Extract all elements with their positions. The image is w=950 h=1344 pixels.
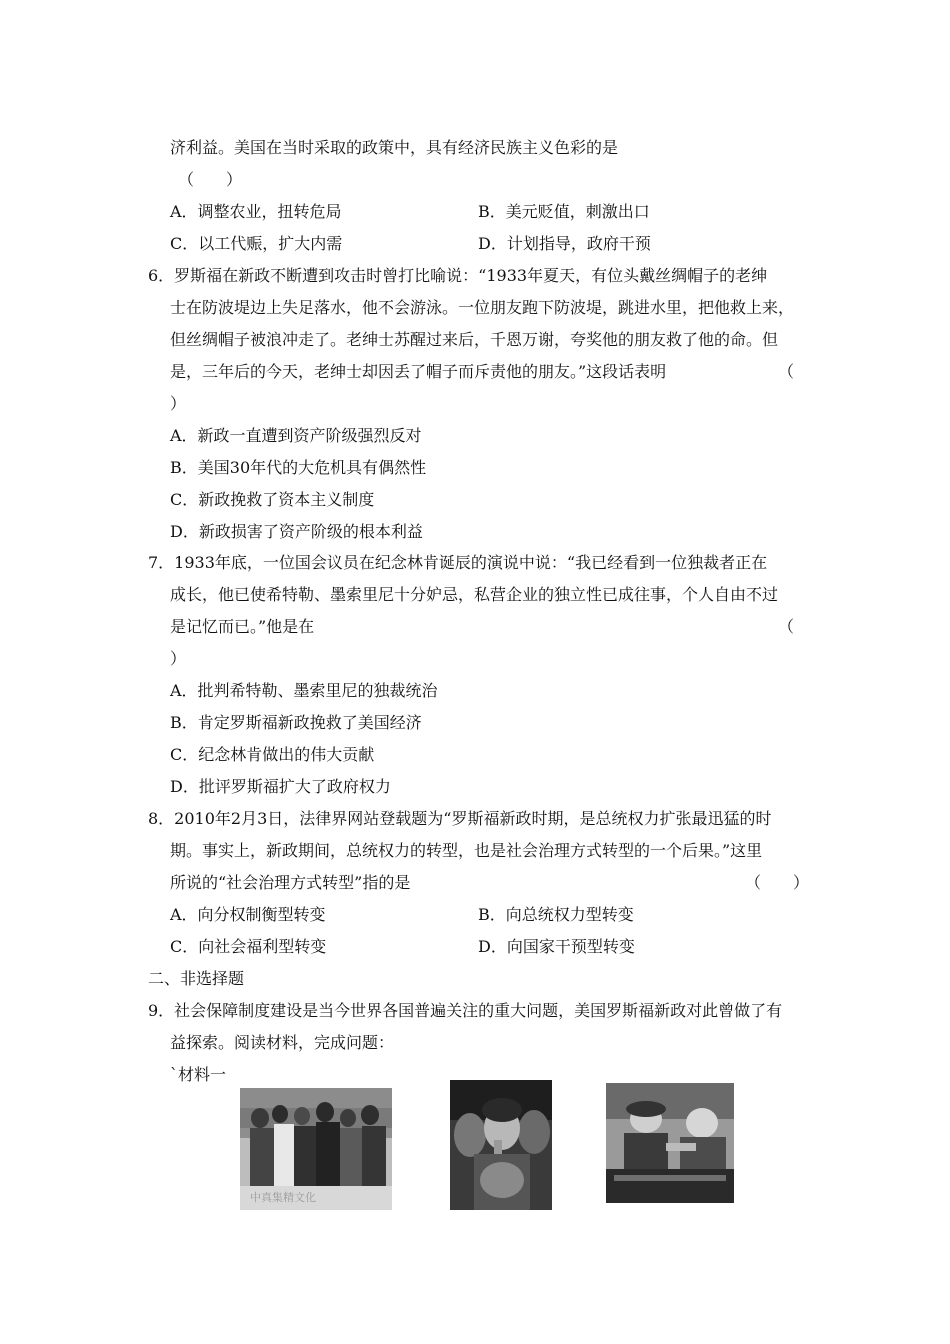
q6-option-a: A．新政一直遭到资产阶级强烈反对: [170, 426, 422, 445]
photo-watermark: 中真集精文化: [250, 1191, 316, 1204]
q6-option-c: C．新政挽救了资本主义制度: [170, 490, 375, 509]
q5-option-a: A．调整农业，扭转危局: [170, 202, 342, 221]
q9-stem-line-1: 9．社会保障制度建设是当今世界各国普遍关注的重大问题，美国罗斯福新政对此曾做了有: [148, 1001, 783, 1020]
q7-bracket-close: ）: [170, 649, 187, 668]
q6-stem-line-3: 但丝绸帽子被浪冲走了。老绅士苏醒过来后，千恩万谢，夸奖他的朋友救了他的命。但: [170, 330, 779, 349]
q6-stem-line-1: 6．罗斯福在新政不断遭到攻击时曾打比喻说：“1933年夏天，有位头戴丝绸帽子的老绅: [148, 266, 768, 285]
q6-bracket-open: （: [778, 362, 795, 381]
q8-option-a: A．向分权制衡型转变: [170, 905, 326, 924]
q5-answer-bracket: （ ）: [178, 170, 243, 189]
material-label: `材料一: [170, 1065, 227, 1084]
photo-portrait-mother: [450, 1080, 552, 1210]
q6-option-b: B．美国30年代的大危机具有偶然性: [170, 458, 427, 477]
q5-option-b: B．美元贬值，刺激出口: [478, 202, 650, 221]
q7-option-b: B．肯定罗斯福新政挽救了美国经济: [170, 713, 422, 732]
q6-bracket-close: ）: [170, 394, 187, 413]
q8-stem-line-3: 所说的“社会治理方式转型”指的是: [170, 873, 411, 892]
q6-option-d: D．新政损害了资产阶级的根本利益: [170, 522, 423, 541]
q7-stem-line-2: 成长，他已使希特勒、墨索里尼十分妒忌，私营企业的独立性已成往事，个人自由不过: [170, 585, 779, 604]
q6-stem-line-4: 是，三年后的今天，老绅士却因丢了帽子而斥责他的朋友。”这段话表明: [170, 362, 667, 381]
photo-crowd-scene: [240, 1088, 392, 1210]
q7-bracket-open: （: [778, 617, 795, 636]
section-heading: 二、非选择题: [148, 969, 245, 988]
q9-stem-line-2: 益探索。阅读材料，完成问题：: [170, 1033, 395, 1052]
q7-stem-line-3: 是记忆而已。”他是在: [170, 617, 315, 636]
q8-stem-line-1: 8．2010年2月3日，法律界网站登载题为“罗斯福新政时期，是总统权力扩张最迅猛的时: [148, 809, 772, 828]
q7-option-d: D．批评罗斯福扩大了政府权力: [170, 777, 391, 796]
q7-option-c: C．纪念林肯做出的伟大贡献: [170, 745, 375, 764]
q8-option-c: C．向社会福利型转变: [170, 937, 327, 956]
q6-stem-line-2: 士在防波堤边上失足落水，他不会游泳。一位朋友跑下防波堤，跳进水里，把他救上来，: [170, 298, 795, 317]
q8-answer-bracket: （ ）: [745, 873, 810, 892]
q7-stem-line-1: 7．1933年底，一位国会议员在纪念林肯诞辰的演说中说：“我已经看到一位独裁者正在: [148, 553, 768, 572]
q7-option-a: A．批判希特勒、墨索里尼的独裁统治: [170, 681, 438, 700]
q5-option-d: D．计划指导，政府干预: [478, 234, 651, 253]
q8-option-b: B．向总统权力型转变: [478, 905, 634, 924]
q8-stem-line-2: 期。事实上，新政期间，总统权力的转型，也是社会治理方式转型的一个后果。”这里: [170, 841, 763, 860]
photo-car-scene: [606, 1083, 734, 1203]
q8-option-d: D．向国家干预型转变: [478, 937, 635, 956]
q5-stem-continued: 济利益。美国在当时采取的政策中，具有经济民族主义色彩的是: [170, 138, 619, 157]
q5-option-c: C．以工代赈，扩大内需: [170, 234, 343, 253]
